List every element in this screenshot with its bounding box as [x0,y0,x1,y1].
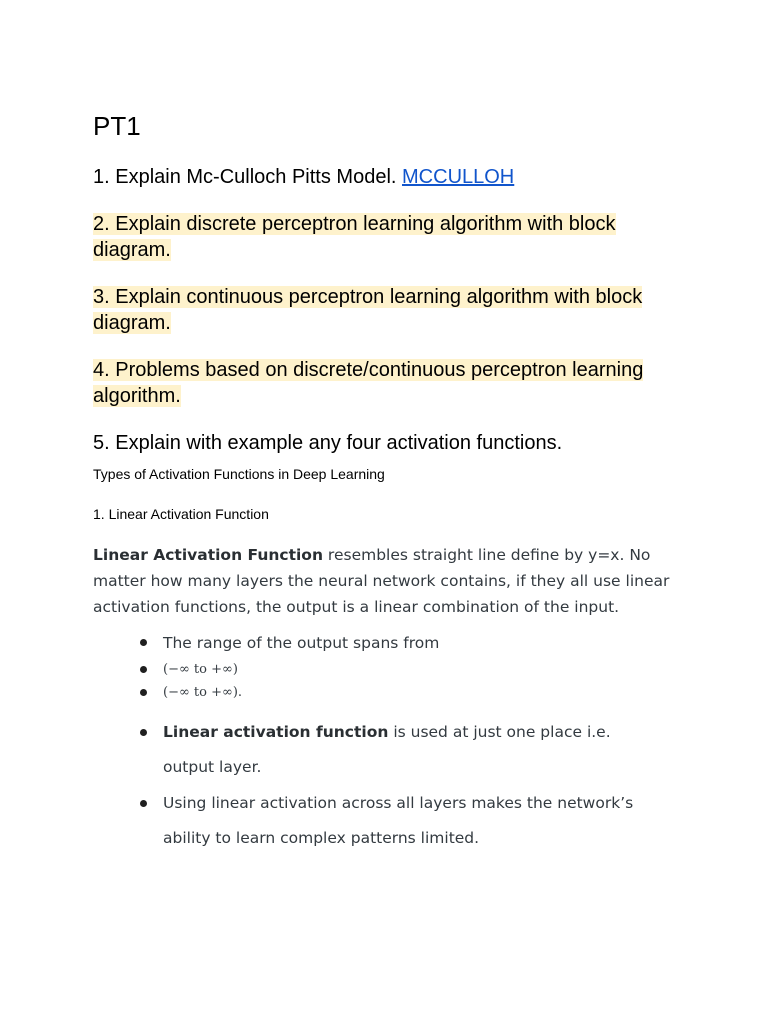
mcculloh-link[interactable]: MCCULLOH [402,166,515,188]
paragraph-body: resembles straight line define by y=x. No matter how many layers the neural network contains, if they all use linear activation functions, the output is a linear combination of the input. [93,546,670,616]
list-item [163,681,653,705]
question-4 [93,357,668,409]
paragraph-bold-term: Linear Activation Function [93,546,323,564]
linear-activation-paragraph [93,542,673,620]
bullet-text: (−∞ to +∞) [163,662,238,677]
bullet-icon [140,689,147,696]
question-3-text: 3. Explain continuous perceptron learning algorithm with block diagram. [93,286,643,334]
page-title: PT1 [93,111,141,141]
question-3 [93,284,668,336]
bullet-text: The range of the output spans from [163,634,440,652]
question-2 [93,211,668,263]
bullet-bold-term: Linear activation function [163,723,389,741]
section-heading: Types of Activation Functions in Deep Learning [93,466,385,482]
bullet-text: Using linear activation across all layers makes the network’s ability to learn complex patterns limited. [163,794,634,847]
bullet-icon [140,800,147,807]
bullet-text: (−∞ to +∞). [163,685,243,700]
list-item [163,715,653,785]
question-1 [93,164,514,190]
bullet-icon [140,729,147,736]
bullet-icon [140,639,147,646]
list-item [163,658,653,682]
question-2-text: 2. Explain discrete perceptron learning algorithm with block diagram. [93,213,616,261]
bullet-icon [140,666,147,673]
section-subheading: 1. Linear Activation Function [93,506,269,522]
list-item [163,786,653,856]
question-4-text: 4. Problems based on discrete/continuous perceptron learning algorithm. [93,359,644,407]
question-1-text: 1. Explain Mc-Culloch Pitts Model. [93,166,397,188]
bullet-text: is used at just one place i.e. output layer. [163,723,611,776]
question-5: 5. Explain with example any four activation functions. [93,432,563,454]
list-item [163,630,653,656]
